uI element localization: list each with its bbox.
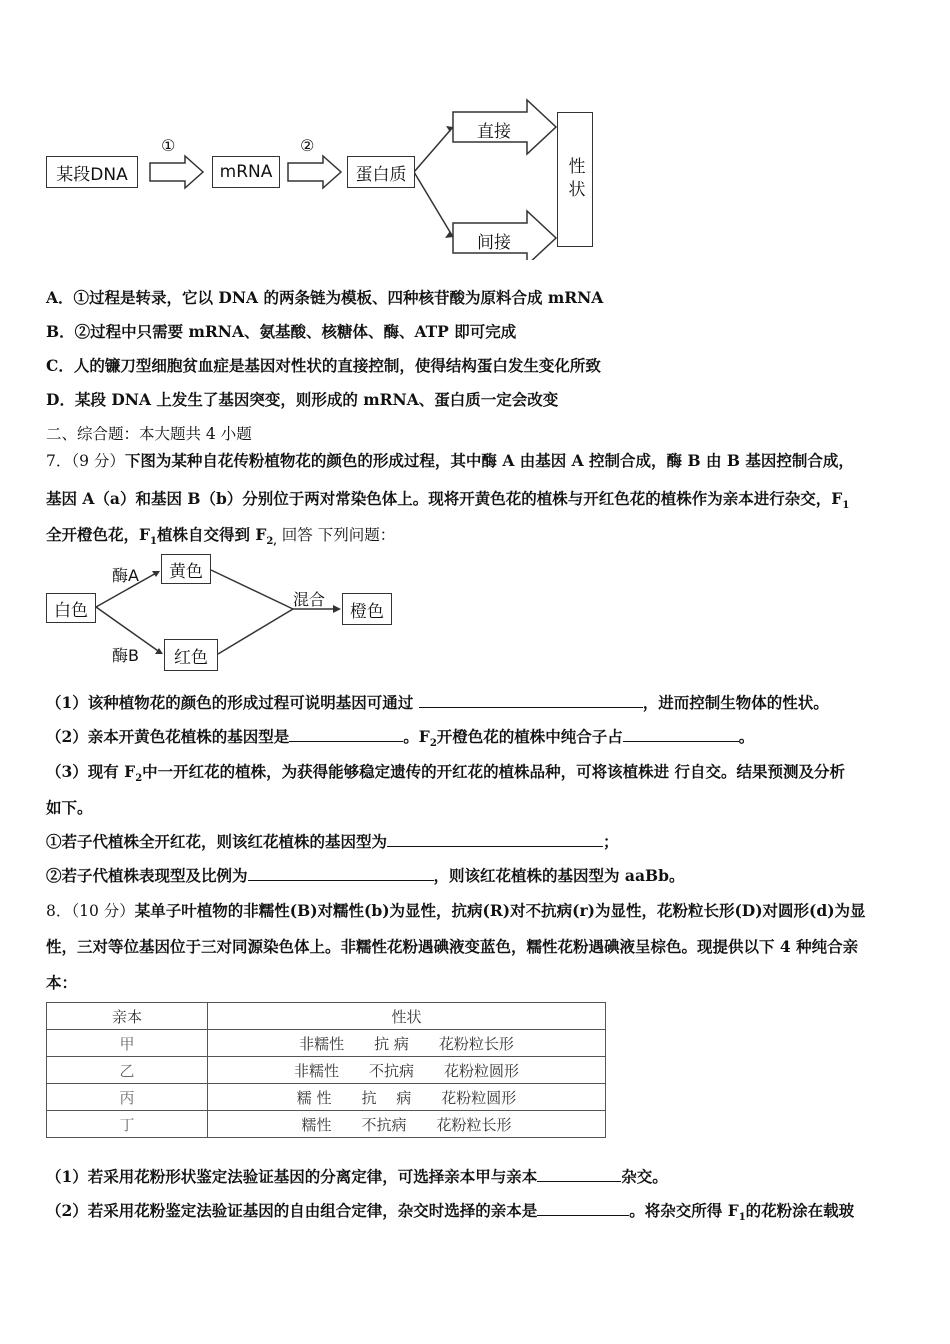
q7-sub1-tail: ，进而控制生物体的性状。	[642, 693, 829, 712]
q8-sub2-text: （2）若采用花粉鉴定法验证基因的自由组合定律，杂交时选择的亲本是	[46, 1201, 538, 1220]
table-cell-parent: 乙	[47, 1057, 208, 1084]
parent-traits-table	[46, 1002, 606, 1138]
table-header-traits: 性状	[208, 1003, 606, 1030]
line-red-mix	[218, 609, 293, 654]
q7-sub3-b: 中一开红花的植株，为获得能够稳定遗传的开红花的植株品种，可将该植株进 行自交。结果预测及分析	[142, 762, 846, 781]
table-row	[47, 1030, 606, 1057]
q7-sub2	[46, 725, 754, 749]
q8-score: （10 分）	[71, 902, 135, 920]
answer-blank-7[interactable]	[537, 1201, 629, 1216]
q7-result1-text: ①若子代植株全开红花，则该红花植株的基因型为	[46, 832, 388, 851]
white-box: 白色	[46, 593, 96, 623]
q8-sub2-c: 的花粉涂在载玻	[745, 1201, 855, 1220]
q7-result1	[46, 830, 619, 852]
q7-sub-f1: 1	[842, 500, 850, 512]
option-d: D．某段 DNA 上发生了基因突变，则形成的 mRNA、蛋白质一定会改变	[46, 390, 559, 409]
q7-text3b: 植株自交得到 F	[156, 525, 267, 544]
table-header-parent: 亲本	[47, 1003, 208, 1030]
q7-sub2-c: 开橙色花的植株中纯合子占	[436, 727, 623, 746]
q7-sub3b: 2,	[266, 536, 277, 548]
q7-sub2-d: 。	[738, 727, 755, 746]
table-row	[47, 1057, 606, 1084]
table-row	[47, 1111, 606, 1138]
enzyme-b-label: 酶B	[112, 646, 139, 665]
q7-result1-tail: ；	[603, 832, 619, 851]
q7-score: （9 分）	[71, 452, 125, 470]
q7-sub1-text: （1）该种植物花的颜色的形成过程可说明基因可通过	[46, 693, 419, 712]
red-box: 红色	[164, 639, 218, 671]
q7-result2-tail: ，则该红花植株的基因型为 aaBb。	[433, 866, 685, 885]
step1-label: ①	[161, 136, 176, 155]
table-cell-traits: 非糯性 不抗病 花粉粒圆形	[208, 1057, 606, 1084]
table-cell-traits: 糯 性 抗 病 花粉粒圆形	[208, 1084, 606, 1111]
trait-box: 性状	[557, 112, 593, 247]
q7-result2-text: ②若子代植株表现型及比例为	[46, 866, 248, 885]
q7-sub2-sub: 2	[429, 738, 437, 750]
table-header-row	[47, 1003, 606, 1030]
q8-sub2-sub: 1	[738, 1212, 746, 1224]
direct-label: 直接	[477, 122, 511, 142]
option-c: C．人的镰刀型细胞贫血症是基因对性状的直接控制，使得结构蛋白发生变化所致	[46, 356, 601, 375]
table-cell-parent: 甲	[47, 1030, 208, 1057]
q7-result2	[46, 864, 684, 886]
orange-box: 橙色	[342, 593, 392, 625]
arrowhead-orange	[333, 605, 341, 613]
table-cell-parent: 丁	[47, 1111, 208, 1138]
answer-blank-2[interactable]	[289, 727, 403, 742]
protein-box: 蛋白质	[347, 156, 415, 188]
q7-sub2-b: 。F	[403, 727, 430, 746]
q8-sub2-b: 。将杂交所得 F	[629, 1201, 739, 1220]
q8-text1: 某单子叶植物的非糯性(B)对糯性(b)为显性，抗病(R)对不抗病(r)为显性，花粉粒长形(D)对圆形(d)为显	[134, 901, 866, 920]
q8-line3: 本：	[46, 973, 78, 992]
indirect-label: 间接	[477, 233, 511, 253]
q8-number: 8．	[46, 902, 72, 920]
q8-line2: 性，三对等位基因位于三对同源染色体上。非糯性花粉遇碘液变蓝色，糯性花粉遇碘液呈棕色。现提供以下 4 种纯合亲	[46, 937, 859, 956]
section-title: 二、综合题：本大题共 4 小题	[46, 425, 252, 443]
q7-number: 7．	[46, 452, 72, 470]
dna-box: 某段DNA	[46, 156, 138, 188]
q8-sub1-text: （1）若采用花粉形状鉴定法验证基因的分离定律，可选择亲本甲与亲本	[46, 1167, 538, 1186]
mrna-box: mRNA	[212, 156, 280, 188]
q7-sub3-sub: 2	[135, 773, 143, 785]
q7-text2: 基因 A（a）和基因 B（b）分别位于两对常染色体上。现将开黄色花的植株与开红色花的植株作为亲本进行杂交，F	[46, 489, 843, 508]
q7-text3a: 全开橙色花，F	[46, 525, 151, 544]
yellow-box: 黄色	[161, 554, 211, 584]
q7-sub3-a: （3）现有 F	[46, 762, 136, 781]
line-yellow-mix	[211, 570, 293, 609]
answer-blank-3[interactable]	[623, 727, 739, 742]
answer-blank-1[interactable]	[419, 693, 643, 708]
option-b: B．②过程中只需要 mRNA、氨基酸、核糖体、酶、ATP 即可完成	[46, 322, 517, 341]
q7-text3c: 回答 下列问题：	[276, 526, 396, 544]
step2-label: ②	[300, 136, 315, 155]
q7-sub3a: 1	[150, 536, 157, 548]
answer-blank-5[interactable]	[248, 866, 434, 881]
q8-sub1-tail: 杂交。	[621, 1167, 668, 1186]
q8-sub1	[46, 1165, 668, 1187]
answer-blank-6[interactable]	[537, 1167, 621, 1182]
table-cell-traits: 糯性 不抗病 花粉粒长形	[208, 1111, 606, 1138]
q7-sub3-cont: 如下。	[46, 798, 93, 817]
answer-blank-4[interactable]	[387, 832, 603, 847]
table-cell-parent: 丙	[47, 1084, 208, 1111]
q7-text1: 下图为某种自花传粉植物花的颜色的形成过程，其中酶 A 由基因 A 控制合成，酶 B 由 B 基因控制合成，	[124, 451, 854, 470]
q7-sub2-text: （2）亲本开黄色花植株的基因型是	[46, 727, 290, 746]
q8-sub2	[46, 1199, 854, 1223]
table-row	[47, 1084, 606, 1111]
table-cell-traits: 非糯性 抗 病 花粉粒长形	[208, 1030, 606, 1057]
q8-line1	[46, 899, 866, 921]
enzyme-a-label: 酶A	[112, 566, 139, 585]
q7-sub1	[46, 691, 829, 713]
mix-label: 混合	[293, 590, 326, 609]
q7-sub3	[46, 760, 845, 784]
option-a: A．①过程是转录，它以 DNA 的两条链为模板、四种核苷酸为原料合成 mRNA	[46, 288, 604, 307]
